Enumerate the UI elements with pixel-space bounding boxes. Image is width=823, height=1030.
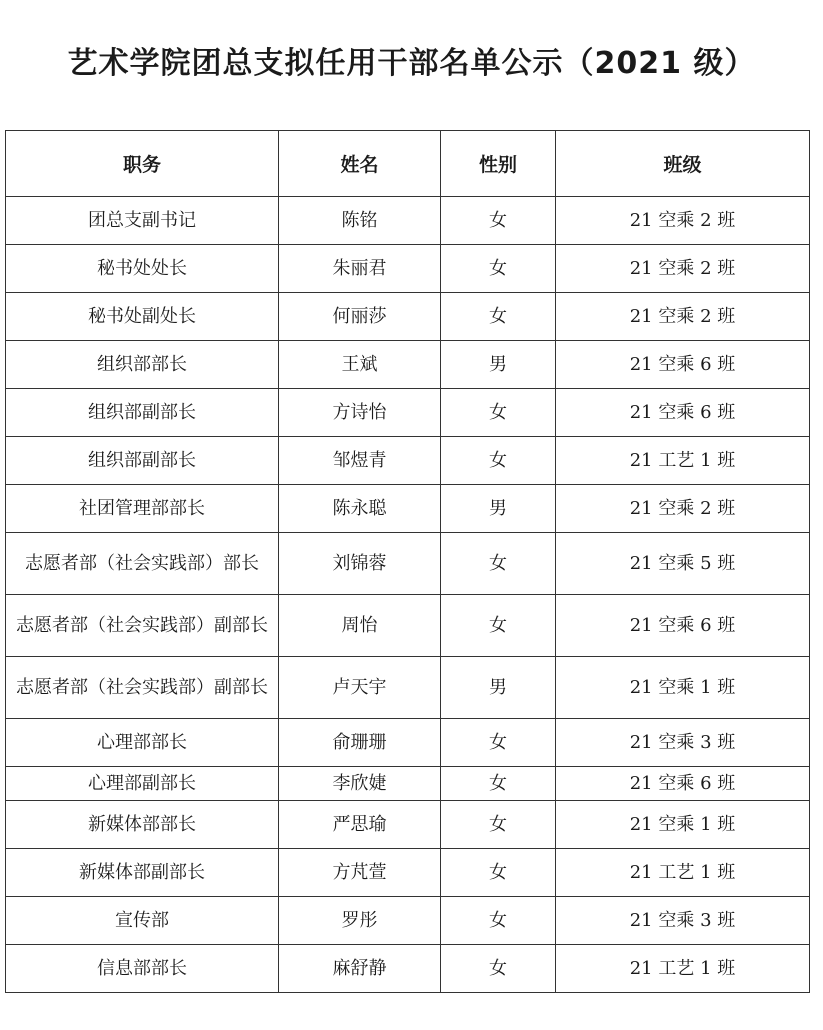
table-row	[6, 437, 810, 485]
class-cell: 21 空乘 6 班	[556, 389, 810, 437]
gender-cell: 男	[441, 341, 556, 389]
table-row	[6, 341, 810, 389]
gender-cell: 女	[441, 595, 556, 657]
table-row	[6, 897, 810, 945]
gender-cell: 女	[441, 437, 556, 485]
table-row	[6, 657, 810, 719]
class-cell: 21 空乘 2 班	[556, 245, 810, 293]
class-cell: 21 空乘 1 班	[556, 801, 810, 849]
name-cell: 严思瑜	[279, 801, 441, 849]
name-cell: 卢天宇	[279, 657, 441, 719]
position-cell: 组织部副部长	[6, 437, 279, 485]
cadre-roster-table	[5, 130, 810, 993]
name-cell: 陈铭	[279, 197, 441, 245]
class-cell: 21 空乘 2 班	[556, 485, 810, 533]
class-cell: 21 空乘 1 班	[556, 657, 810, 719]
name-cell: 王斌	[279, 341, 441, 389]
header-class: 班级	[556, 131, 810, 197]
gender-cell: 女	[441, 293, 556, 341]
gender-cell: 女	[441, 533, 556, 595]
position-cell: 组织部部长	[6, 341, 279, 389]
table-row	[6, 485, 810, 533]
gender-cell: 女	[441, 801, 556, 849]
gender-cell: 男	[441, 485, 556, 533]
position-cell: 志愿者部（社会实践部）副部长	[6, 657, 279, 719]
header-name: 姓名	[279, 131, 441, 197]
position-cell: 志愿者部（社会实践部）部长	[6, 533, 279, 595]
position-cell: 新媒体部部长	[6, 801, 279, 849]
class-cell: 21 空乘 6 班	[556, 595, 810, 657]
position-cell: 团总支副书记	[6, 197, 279, 245]
gender-cell: 女	[441, 197, 556, 245]
class-cell: 21 工艺 1 班	[556, 945, 810, 993]
name-cell: 方诗怡	[279, 389, 441, 437]
table-row	[6, 719, 810, 767]
name-cell: 何丽莎	[279, 293, 441, 341]
gender-cell: 男	[441, 657, 556, 719]
table-row	[6, 533, 810, 595]
table-row	[6, 389, 810, 437]
gender-cell: 女	[441, 849, 556, 897]
header-gender: 性别	[441, 131, 556, 197]
class-cell: 21 工艺 1 班	[556, 849, 810, 897]
name-cell: 陈永聪	[279, 485, 441, 533]
name-cell: 邹煜青	[279, 437, 441, 485]
class-cell: 21 空乘 2 班	[556, 197, 810, 245]
gender-cell: 女	[441, 245, 556, 293]
header-position: 职务	[6, 131, 279, 197]
table-row	[6, 595, 810, 657]
table-header-row	[6, 131, 810, 197]
class-cell: 21 空乘 3 班	[556, 897, 810, 945]
position-cell: 心理部部长	[6, 719, 279, 767]
name-cell: 罗彤	[279, 897, 441, 945]
gender-cell: 女	[441, 767, 556, 801]
name-cell: 俞珊珊	[279, 719, 441, 767]
name-cell: 方芃萱	[279, 849, 441, 897]
gender-cell: 女	[441, 719, 556, 767]
name-cell: 周怡	[279, 595, 441, 657]
name-cell: 朱丽君	[279, 245, 441, 293]
class-cell: 21 工艺 1 班	[556, 437, 810, 485]
class-cell: 21 空乘 6 班	[556, 767, 810, 801]
gender-cell: 女	[441, 945, 556, 993]
table-row	[6, 767, 810, 801]
position-cell: 秘书处副处长	[6, 293, 279, 341]
position-cell: 秘书处处长	[6, 245, 279, 293]
class-cell: 21 空乘 6 班	[556, 341, 810, 389]
table-row	[6, 197, 810, 245]
position-cell: 心理部副部长	[6, 767, 279, 801]
position-cell: 志愿者部（社会实践部）副部长	[6, 595, 279, 657]
table-row	[6, 245, 810, 293]
name-cell: 李欣婕	[279, 767, 441, 801]
gender-cell: 女	[441, 389, 556, 437]
table-row	[6, 293, 810, 341]
name-cell: 刘锦蓉	[279, 533, 441, 595]
page-title: 艺术学院团总支拟任用干部名单公示（2021 级）	[67, 46, 756, 81]
position-cell: 组织部副部长	[6, 389, 279, 437]
position-cell: 信息部部长	[6, 945, 279, 993]
class-cell: 21 空乘 3 班	[556, 719, 810, 767]
table-row	[6, 801, 810, 849]
table-row	[6, 849, 810, 897]
gender-cell: 女	[441, 897, 556, 945]
table-row	[6, 945, 810, 993]
name-cell: 麻舒静	[279, 945, 441, 993]
class-cell: 21 空乘 5 班	[556, 533, 810, 595]
class-cell: 21 空乘 2 班	[556, 293, 810, 341]
position-cell: 社团管理部部长	[6, 485, 279, 533]
position-cell: 新媒体部副部长	[6, 849, 279, 897]
position-cell: 宣传部	[6, 897, 279, 945]
